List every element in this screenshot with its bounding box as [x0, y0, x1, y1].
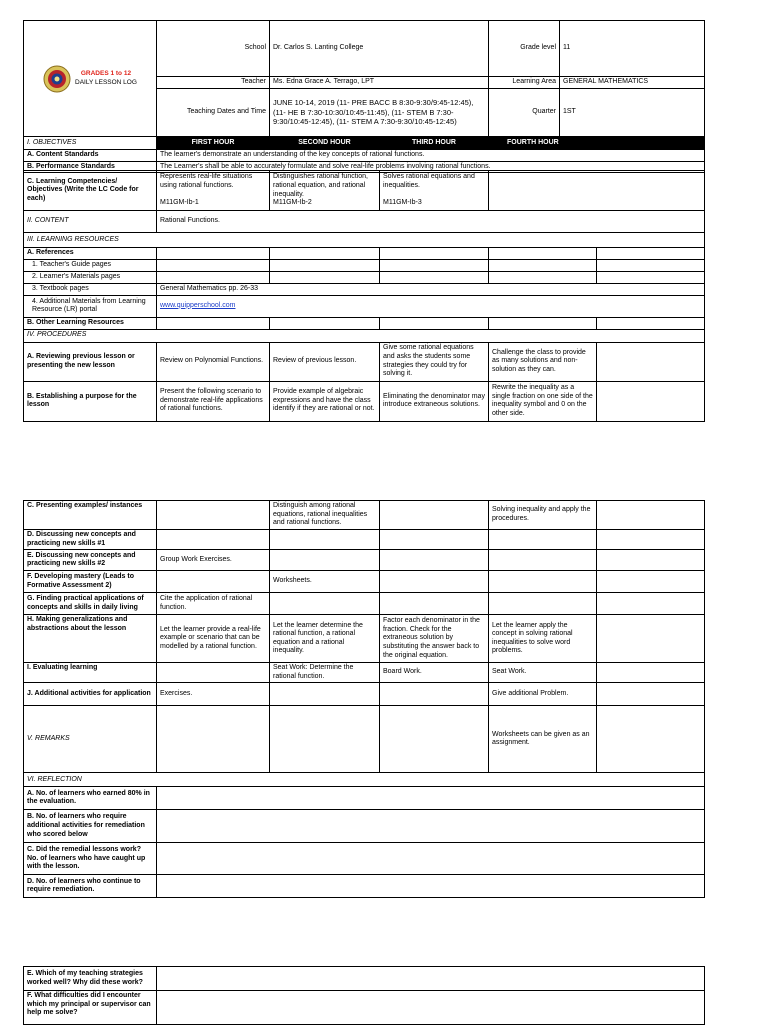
content-standards-row — [24, 150, 705, 162]
procedure-label: I. Evaluating learning — [24, 663, 157, 683]
reflection-answer — [157, 875, 705, 898]
procedure-cell — [489, 571, 597, 593]
procedure-cell: Rewrite the inequality as a single fraction on one side of the inequality symbol and 0 on the other side. — [489, 381, 597, 421]
procedure-cell: Seat Work. — [489, 663, 597, 683]
procedure-cell: Review on Polynomial Functions. — [157, 342, 270, 381]
content-value: Rational Functions. — [157, 211, 705, 233]
grade-level-label: Grade level — [489, 21, 560, 77]
reflection-label: C. Did the remedial lessons work? No. of learners who have caught up with the lesson. — [24, 843, 157, 875]
competencies-label: C. Learning Competencies/ Objectives (Write the LC Code for each) — [24, 171, 157, 211]
reflection-answer — [157, 843, 705, 875]
procedure-cell: Cite the application of rational function. — [157, 593, 270, 615]
performance-standards-label: B. Performance Standards — [24, 161, 157, 173]
procedures-header-row — [24, 329, 705, 342]
procedure-cell — [380, 593, 489, 615]
content-standards-value: The learner's demonstrate an understanding of the key concepts of rational functions. — [157, 150, 705, 162]
quarter-label: Quarter — [489, 89, 560, 137]
deped-seal-icon — [43, 65, 71, 93]
procedure-label: A. Reviewing previous lesson or presenting the new lesson — [24, 342, 157, 381]
hour-header-3: THIRD HOUR — [380, 137, 489, 150]
procedure-cell: Let the learner apply the concept in solving rational inequalities to solve word problems. — [489, 615, 597, 663]
logo-grades-text: GRADES 1 to 12 — [80, 69, 132, 77]
procedure-row-j — [24, 683, 705, 706]
procedure-row-c — [24, 501, 705, 530]
competency-code: M11GM-Ib-2 — [273, 199, 312, 207]
procedure-label: J. Additional activities for application — [24, 683, 157, 706]
procedure-row-g — [24, 593, 705, 615]
other-resources-row — [24, 317, 705, 329]
reflection-row-f — [24, 991, 705, 1025]
learners-materials-label: 2. Learner's Materials pages — [24, 271, 157, 283]
reflection-answer — [157, 991, 705, 1025]
reflection-row-c — [24, 843, 705, 875]
remarks-row — [24, 706, 705, 773]
procedure-cell — [270, 530, 380, 550]
logo-title-text: DAILY LESSON LOG — [75, 78, 137, 86]
procedure-cell: Factor each denominator in the fraction. Check for the extraneous solution by substituting the answer back to the original equation. — [380, 615, 489, 663]
learning-area-value: GENERAL MATHEMATICS — [560, 77, 705, 89]
procedure-cell: Give some rational equations and asks the students some strategies they could try for solving it. — [380, 342, 489, 381]
procedure-label: F. Developing mastery (Leads to Formative Assessment 2) — [24, 571, 157, 593]
procedure-cell — [597, 571, 705, 593]
competency-text: Distinguishes rational function, rational equation, and rational inequality. — [273, 173, 368, 198]
section-procedures: IV. PROCEDURES — [24, 329, 705, 342]
remarks-cell: Worksheets can be given as an assignment. — [489, 706, 597, 773]
procedure-row-f — [24, 571, 705, 593]
procedure-cell — [380, 571, 489, 593]
procedure-cell: Board Work. — [380, 663, 489, 683]
remarks-cell — [157, 706, 270, 773]
procedure-cell: Distinguish among rational equations, rational inequalities and rational functions. — [270, 501, 380, 530]
hour-header-4: FOURTH HOUR — [489, 137, 705, 150]
competency-text: Solves rational equations and inequalities. — [383, 173, 475, 189]
textbook-value: General Mathematics pp. 26-33 — [157, 283, 705, 295]
procedure-cell — [489, 530, 597, 550]
procedure-cell: Review of previous lesson. — [270, 342, 380, 381]
reflection-label: A. No. of learners who earned 80% in the evaluation. — [24, 787, 157, 810]
learners-materials-row — [24, 271, 705, 283]
reflection-header-row — [24, 773, 705, 787]
lesson-log-table-part1 — [23, 20, 705, 137]
textbook-label: 3. Textbook pages — [24, 283, 157, 295]
lesson-log-table-resources — [23, 232, 705, 422]
competency-cell-1 — [157, 171, 270, 211]
remarks-cell — [597, 706, 705, 773]
procedure-cell: Group Work Exercises. — [157, 550, 270, 571]
competency-code: M11GM-Ib-1 — [160, 199, 199, 207]
lr-portal-row — [24, 295, 705, 317]
procedure-cell: Exercises. — [157, 683, 270, 706]
procedure-cell: Worksheets. — [270, 571, 380, 593]
procedure-cell — [157, 571, 270, 593]
objectives-hours-row — [24, 137, 705, 150]
lesson-log-table-competencies — [23, 170, 705, 233]
procedure-row-e — [24, 550, 705, 571]
remarks-cell — [270, 706, 380, 773]
logo-cell — [24, 21, 157, 137]
procedure-cell — [489, 593, 597, 615]
procedure-label: G. Finding practical applications of concepts and skills in daily living — [24, 593, 157, 615]
procedure-label: D. Discussing new concepts and practicing new skills #1 — [24, 530, 157, 550]
section-resources: III. LEARNING RESOURCES — [24, 233, 705, 248]
procedure-row-i — [24, 663, 705, 683]
competency-code: M11GM-Ib-3 — [383, 199, 422, 207]
learning-area-label: Learning Area — [489, 77, 560, 89]
competency-cell-3 — [380, 171, 489, 211]
procedure-cell: Eliminating the denominator may introduce extraneous solutions. — [380, 381, 489, 421]
procedure-cell — [597, 663, 705, 683]
procedure-cell — [489, 550, 597, 571]
procedure-label: E. Discussing new concepts and practicing new skills #2 — [24, 550, 157, 571]
procedure-cell — [380, 550, 489, 571]
references-row — [24, 248, 705, 260]
performance-standards-value: The Learner's shall be able to accurately formulate and solve real-life problems involving rational functions. — [157, 161, 705, 173]
lesson-log-table-part2 — [23, 500, 705, 898]
grade-level-value: 11 — [560, 21, 705, 77]
procedure-cell — [597, 615, 705, 663]
header-row-school — [24, 21, 705, 77]
procedure-row-b — [24, 381, 705, 421]
quipper-link[interactable]: www.quipperschool.com — [160, 301, 236, 309]
procedure-label: H. Making generalizations and abstractions about the lesson — [24, 615, 157, 663]
procedure-cell — [597, 683, 705, 706]
teachers-guide-row — [24, 259, 705, 271]
other-resources-label: B. Other Learning Resources — [24, 317, 157, 329]
remarks-cell — [380, 706, 489, 773]
teachers-guide-label: 1. Teacher's Guide pages — [24, 259, 157, 271]
section-content: II. CONTENT — [24, 211, 157, 233]
reflection-label: E. Which of my teaching strategies worked well? Why did these work? — [24, 967, 157, 991]
reflection-row-b — [24, 810, 705, 843]
procedure-cell — [597, 501, 705, 530]
procedure-cell — [380, 530, 489, 550]
procedure-cell: Solving inequality and apply the procedures. — [489, 501, 597, 530]
competency-cell-4 — [489, 171, 705, 211]
references-label: A. References — [24, 248, 157, 260]
reflection-label: F. What difficulties did I encounter which my principal or supervisor can help me solve? — [24, 991, 157, 1025]
dates-value: JUNE 10-14, 2019 (11- PRE BACC B 8:30-9:30/9:45-12:45), (11- HE B 7:30-10:30/10:45-11:45), (11- STEM B 7:30-9:30/10:45-12:45), (11- STEM A 7:30-9:30/10:45-12:45) — [270, 89, 489, 137]
procedure-cell — [380, 683, 489, 706]
lr-portal-label: 4. Additional Materials from Learning Resource (LR) portal — [24, 295, 157, 317]
competencies-row — [24, 171, 705, 211]
reflection-label: D. No. of learners who continue to require remediation. — [24, 875, 157, 898]
procedure-cell: Let the learner determine the rational function, a rational equation and a rational inequality. — [270, 615, 380, 663]
procedure-row-h — [24, 615, 705, 663]
procedure-row-a — [24, 342, 705, 381]
procedure-cell — [157, 501, 270, 530]
hour-header-2: SECOND HOUR — [270, 137, 380, 150]
procedure-cell — [270, 683, 380, 706]
hour-header-1: FIRST HOUR — [157, 137, 270, 150]
reflection-answer — [157, 810, 705, 843]
procedure-cell: Challenge the class to provide as many solutions and non-solution as they can. — [489, 342, 597, 381]
lesson-log-table-objectives — [23, 136, 705, 173]
procedure-cell — [597, 530, 705, 550]
procedure-cell — [157, 530, 270, 550]
procedure-cell — [157, 663, 270, 683]
lesson-log-table-part3 — [23, 966, 705, 1025]
procedure-cell — [597, 342, 705, 381]
reflection-row-a — [24, 787, 705, 810]
content-standards-label: A. Content Standards — [24, 150, 157, 162]
reflection-label: B. No. of learners who require additional activities for remediation who scored below — [24, 810, 157, 843]
section-reflection: VI. REFLECTION — [24, 773, 705, 787]
reflection-answer — [157, 967, 705, 991]
school-label: School — [157, 21, 270, 77]
procedure-cell: Provide example of algebraic expressions and have the class identify if they are rational or not. — [270, 381, 380, 421]
competency-text: Represents real-life situations using rational functions. — [160, 173, 253, 189]
procedure-cell: Present the following scenario to demonstrate real-life applications of rational functions. — [157, 381, 270, 421]
section-objectives: I. OBJECTIVES — [24, 137, 157, 150]
content-row — [24, 211, 705, 233]
procedure-cell — [270, 550, 380, 571]
teacher-label: Teacher — [157, 77, 270, 89]
procedure-cell — [380, 501, 489, 530]
procedure-cell: Seat Work: Determine the rational function. — [270, 663, 380, 683]
reflection-answer — [157, 787, 705, 810]
textbook-row — [24, 283, 705, 295]
procedure-cell — [597, 381, 705, 421]
resources-header-row — [24, 233, 705, 248]
quarter-value: 1ST — [560, 89, 705, 137]
procedure-cell — [597, 550, 705, 571]
procedure-cell — [597, 593, 705, 615]
dates-label: Teaching Dates and Time — [157, 89, 270, 137]
reflection-row-d — [24, 875, 705, 898]
procedure-row-d — [24, 530, 705, 550]
procedure-cell: Give additional Problem. — [489, 683, 597, 706]
competency-cell-2 — [270, 171, 380, 211]
reflection-row-e — [24, 967, 705, 991]
lr-portal-cell — [157, 295, 705, 317]
school-value: Dr. Carlos S. Lanting College — [270, 21, 489, 77]
procedure-cell — [270, 593, 380, 615]
procedure-cell: Let the learner provide a real-life example or scenario that can be modelled by a rational function. — [157, 615, 270, 663]
procedure-label: B. Establishing a purpose for the lesson — [24, 381, 157, 421]
procedure-label: C. Presenting examples/ instances — [24, 501, 157, 530]
section-remarks: V. REMARKS — [24, 706, 157, 773]
teacher-value: Ms. Edna Grace A. Terrago, LPT — [270, 77, 489, 89]
